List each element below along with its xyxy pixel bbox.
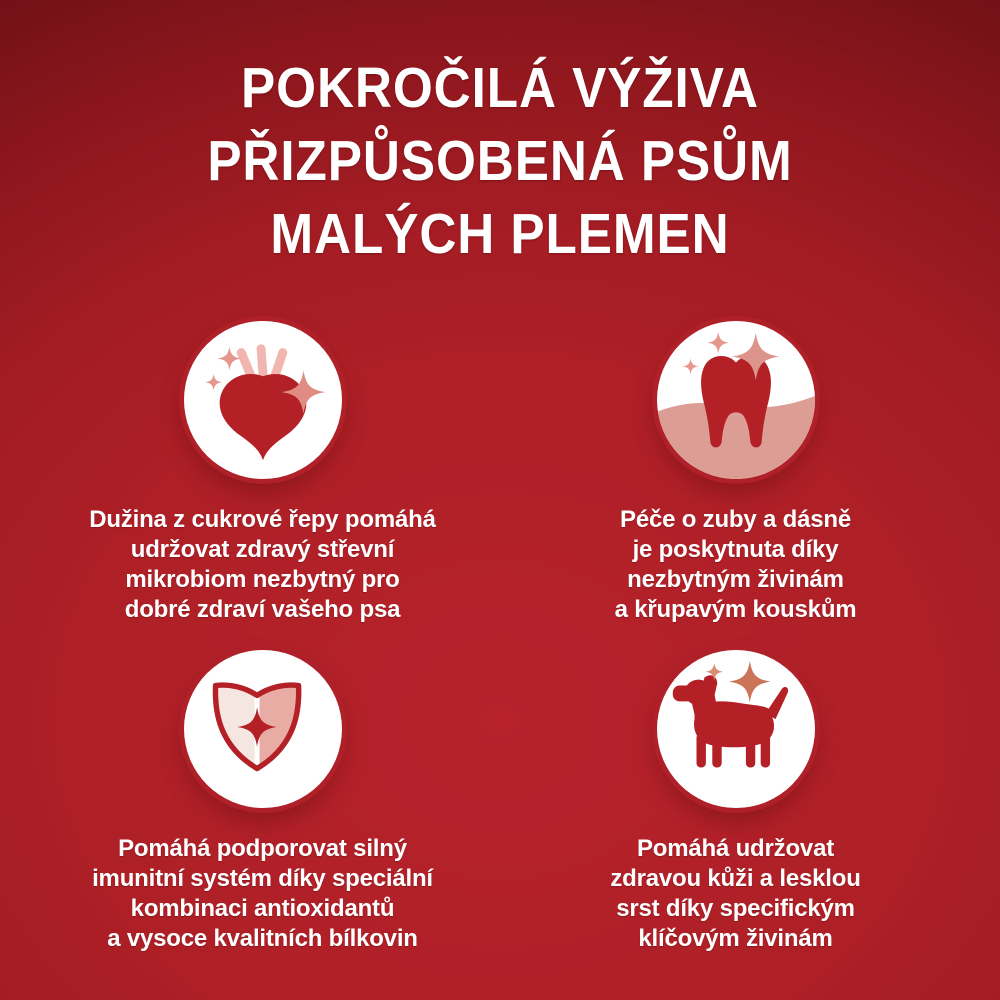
dog-graphic [657,650,815,808]
caption-line: a křupavým kouskům [614,596,857,623]
title-line-2: PŘIZPŮSOBENÁ PSŮM [207,129,793,193]
caption-line: je poskytnuta díky [632,536,839,563]
feature-caption-immune-system [92,834,433,954]
shield-sparkle-icon [184,650,342,808]
feature-caption-teeth-gums [615,505,857,625]
shield-graphic [184,650,342,808]
sugar-beet-sparkle-icon [184,321,342,479]
caption-line: srst díky specifickým [616,895,855,922]
feature-skin-coat [499,650,972,954]
caption-line: mikrobiom nezbytný pro [125,566,400,593]
caption-line: nezbytným živinám [627,566,844,593]
caption-line: a vysoce kvalitních bílkovin [107,925,418,952]
caption-line: kombinaci antioxidantů [130,895,395,922]
caption-line: klíčovým živinám [638,925,833,952]
caption-line: zdravou kůži a lesklou [610,865,861,892]
caption-line: Péče o zuby a dásně [620,506,851,533]
feature-caption-sugar-beet [89,505,436,625]
caption-line: Pomáhá udržovat [636,835,835,862]
caption-line: dobré zdraví vašeho psa [124,596,401,623]
caption-line: Dužina z cukrové řepy pomáhá [89,506,436,533]
feature-teeth-gums [499,321,972,625]
dog-sparkle-icon [657,650,815,808]
tooth-graphic [657,321,815,479]
caption-line: imunitní systém díky speciální [92,865,433,892]
caption-line: Pomáhá podporovat silný [118,835,407,862]
tooth-sparkle-icon [657,321,815,479]
feature-immune-system [26,650,499,954]
feature-sugar-beet [26,321,499,625]
title-line-1: POKROČILÁ VÝŽIVA [241,56,759,120]
caption-line: udržovat zdravý střevní [130,536,395,563]
feature-caption-skin-coat [610,834,860,954]
sugar-beet-graphic [184,321,342,479]
page-title [50,52,950,271]
feature-grid [26,321,972,954]
title-line-3: MALÝCH PLEMEN [270,202,730,266]
